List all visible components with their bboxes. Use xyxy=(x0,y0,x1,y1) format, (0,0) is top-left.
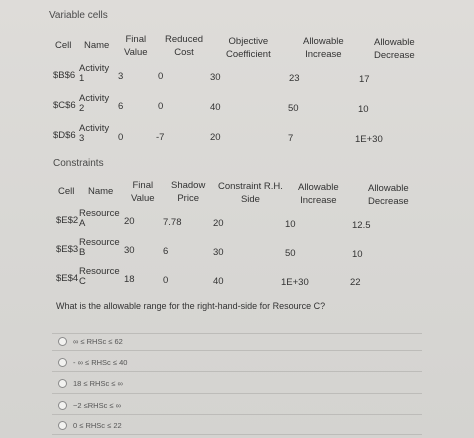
var-header-allowable-decrease xyxy=(374,36,415,62)
var-header-allowable-increase xyxy=(303,35,344,61)
answer-option-label: - ∞ ≤ RHSᴄ ≤ 40 xyxy=(73,357,128,367)
row-name-l2: A xyxy=(79,218,86,229)
con-header-rhs-l2: Side xyxy=(240,194,260,205)
radio-icon[interactable] xyxy=(58,337,67,346)
con-header-shadow-l2: Price xyxy=(177,193,199,204)
variable-cells-title: Variable cells xyxy=(49,10,108,21)
table-row-name xyxy=(79,267,120,287)
table-row-allowable-decrease: 10 xyxy=(358,104,369,115)
table-row-objective-coefficient: 20 xyxy=(210,132,221,143)
table-row-final-value: 0 xyxy=(118,132,124,143)
con-header-constraint-rhs xyxy=(218,180,283,206)
table-row-cell: $B$6 xyxy=(53,70,76,81)
table-row-cell: $E$3 xyxy=(56,244,79,255)
var-header-final-l2: Value xyxy=(124,47,148,58)
var-header-increase-l1: Allowable xyxy=(303,36,344,47)
var-header-name: Name xyxy=(84,40,110,51)
divider xyxy=(52,434,422,435)
con-header-increase-l2: Increase xyxy=(300,195,337,206)
var-header-decrease-l2: Decrease xyxy=(374,50,415,61)
table-row-final-value: 18 xyxy=(124,274,135,285)
con-header-cell: Cell xyxy=(58,186,75,197)
row-name-l1: Activity xyxy=(79,123,110,134)
row-name-l1: Resource xyxy=(79,208,120,219)
table-row-allowable-decrease: 17 xyxy=(359,74,370,85)
con-header-allowable-decrease xyxy=(368,182,409,208)
table-row-allowable-decrease: 10 xyxy=(352,249,363,260)
var-header-objective-coefficient xyxy=(226,35,271,61)
table-row-name xyxy=(79,238,120,258)
table-row-name xyxy=(79,209,120,229)
row-name-l2: C xyxy=(79,276,86,287)
con-header-shadow-price xyxy=(171,179,205,205)
radio-icon[interactable] xyxy=(58,401,67,410)
answer-option-label: −2 ≤RHSᴄ ≤ ∞ xyxy=(73,400,121,410)
con-header-decrease-l2: Decrease xyxy=(368,196,409,207)
con-header-increase-l1: Allowable xyxy=(298,182,339,193)
row-name-l1: Activity xyxy=(79,63,110,74)
table-row-cell: $D$6 xyxy=(53,130,76,141)
table-row-cell: $C$6 xyxy=(53,100,76,111)
var-header-reduced-l2: Cost xyxy=(174,47,194,58)
con-header-shadow-l1: Shadow xyxy=(171,180,206,191)
table-row-allowable-increase: 10 xyxy=(285,219,296,230)
table-row-allowable-decrease: 22 xyxy=(350,277,361,288)
var-header-cell: Cell xyxy=(55,40,72,51)
radio-icon[interactable] xyxy=(58,358,67,367)
answer-option[interactable] xyxy=(58,355,127,369)
table-row-shadow-price: 6 xyxy=(163,246,169,257)
con-header-final-l1: Final xyxy=(132,180,154,191)
table-row-allowable-decrease: 1E+30 xyxy=(355,134,383,145)
constraints-title: Constraints xyxy=(53,158,104,169)
row-name-l2: 2 xyxy=(79,103,85,114)
table-row-cell: $E$2 xyxy=(56,215,79,226)
var-header-reduced-cost xyxy=(165,33,203,59)
con-header-final-l2: Value xyxy=(131,193,155,204)
answer-option-label: 18 ≤ RHSᴄ ≤ ∞ xyxy=(73,378,123,388)
table-row-allowable-increase: 50 xyxy=(288,103,299,114)
divider xyxy=(52,371,422,372)
answer-option[interactable] xyxy=(58,376,123,390)
table-row-reduced-cost: 0 xyxy=(158,101,164,112)
con-header-decrease-l1: Allowable xyxy=(368,183,409,194)
row-name-l1: Resource xyxy=(79,237,120,248)
table-row-reduced-cost: 0 xyxy=(158,71,164,82)
table-row-objective-coefficient: 30 xyxy=(210,72,221,83)
table-row-cell: $E$4 xyxy=(56,273,79,284)
con-header-rhs-l1: Constraint R.H. xyxy=(218,181,283,192)
table-row-constraint-rhs: 20 xyxy=(213,218,224,229)
table-row-shadow-price: 0 xyxy=(163,275,169,286)
divider xyxy=(52,414,422,415)
table-row-constraint-rhs: 40 xyxy=(213,276,224,287)
row-name-l1: Resource xyxy=(79,266,120,277)
row-name-l2: 1 xyxy=(79,73,85,84)
table-row-allowable-increase: 7 xyxy=(288,133,294,144)
con-header-name: Name xyxy=(88,186,114,197)
table-row-allowable-increase: 1E+30 xyxy=(281,277,309,288)
table-row-final-value: 30 xyxy=(124,245,135,256)
table-row-final-value: 20 xyxy=(124,216,135,227)
answer-option[interactable] xyxy=(58,334,123,348)
var-header-objective-l1: Objective xyxy=(228,36,269,47)
var-header-objective-l2: Coefficient xyxy=(226,49,271,60)
var-header-final-value xyxy=(124,33,148,59)
var-header-reduced-l1: Reduced xyxy=(165,34,204,45)
answer-option-label: ∞ ≤ RHSᴄ ≤ 62 xyxy=(73,336,123,346)
table-row-final-value: 3 xyxy=(118,71,124,82)
var-header-final-l1: Final xyxy=(125,34,147,45)
table-row-constraint-rhs: 30 xyxy=(213,247,224,258)
table-row-allowable-decrease: 12.5 xyxy=(352,220,371,231)
answer-option[interactable] xyxy=(58,398,121,412)
table-row-objective-coefficient: 40 xyxy=(210,102,221,113)
question-text: What is the allowable range for the right-hand-side for Resource C? xyxy=(56,301,326,311)
table-row-allowable-increase: 23 xyxy=(289,73,300,84)
row-name-l1: Activity xyxy=(79,93,110,104)
table-row-final-value: 6 xyxy=(118,101,124,112)
table-row-shadow-price: 7.78 xyxy=(163,217,182,228)
answer-option-label: 0 ≤ RHSᴄ ≤ 22 xyxy=(73,420,122,430)
con-header-final-value xyxy=(131,179,155,205)
table-row-name xyxy=(79,124,109,144)
row-name-l2: B xyxy=(79,247,86,258)
answer-option[interactable] xyxy=(58,418,122,432)
table-row-reduced-cost: -7 xyxy=(156,132,165,143)
con-header-allowable-increase xyxy=(298,181,339,207)
divider xyxy=(52,350,422,351)
radio-icon[interactable] xyxy=(58,379,67,388)
row-name-l2: 3 xyxy=(79,133,85,144)
radio-icon[interactable] xyxy=(58,421,67,430)
var-header-increase-l2: Increase xyxy=(305,49,342,60)
divider xyxy=(52,393,422,394)
table-row-allowable-increase: 50 xyxy=(285,248,296,259)
table-row-name xyxy=(79,64,109,84)
table-row-name xyxy=(79,94,109,114)
var-header-decrease-l1: Allowable xyxy=(374,37,415,48)
